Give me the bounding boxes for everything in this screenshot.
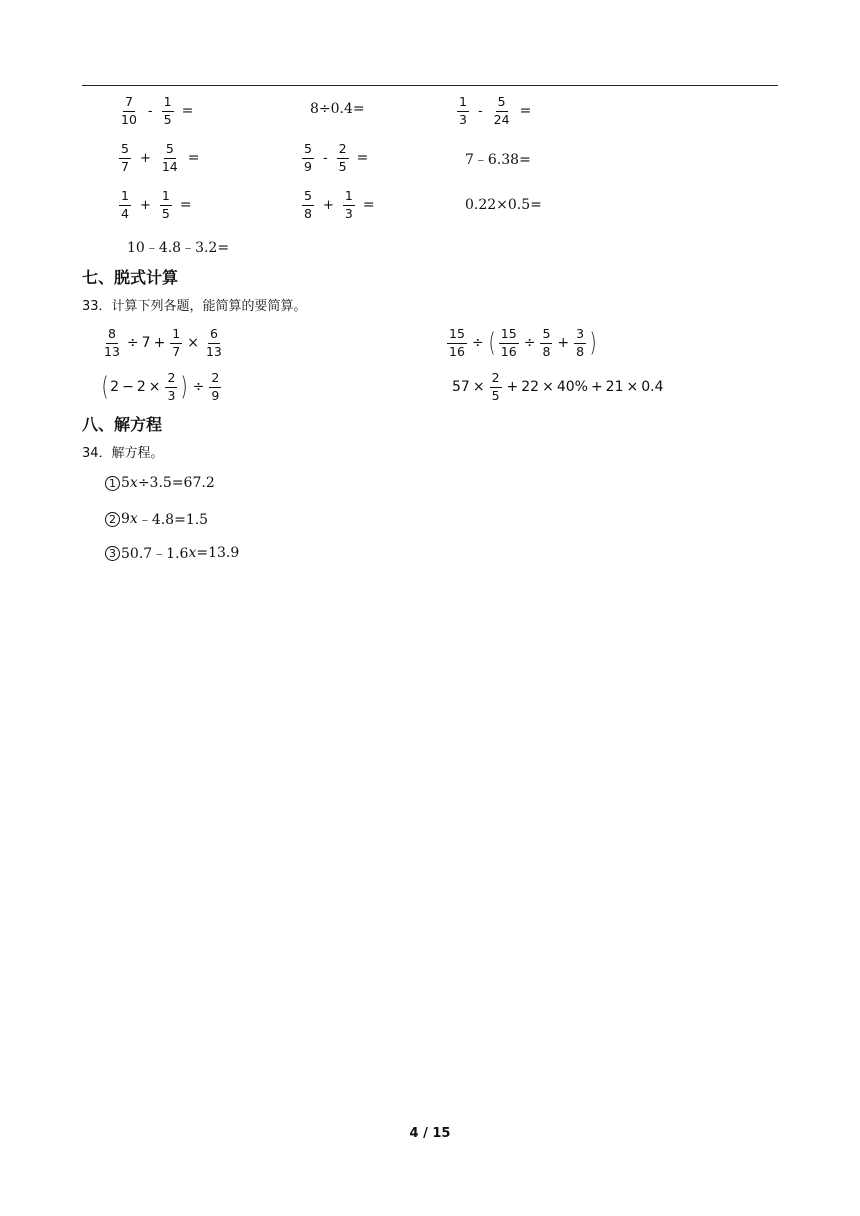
fraction: $\frac{7}{10}$: [121, 94, 137, 127]
equation-2: 2 9 x ﹣4.8=1.5: [105, 509, 208, 529]
fraction: $\frac{1}{5}$: [161, 188, 170, 221]
fraction: $\frac{5}{24}$: [493, 94, 510, 127]
page-number: 4 / 15: [409, 1126, 451, 1141]
fraction: $\frac{1}{4}$: [121, 188, 129, 221]
fraction: $\frac{6}{13}$: [205, 326, 222, 359]
fraction: $\frac{1}{3}$: [344, 188, 353, 221]
oral-r2c2: $\frac{5}{9}$ - $\frac{2}{5}$ =: [304, 141, 369, 174]
fraction: $\frac{3}{8}$: [576, 326, 585, 359]
oral-r1c2: 8÷0.4=: [310, 101, 365, 117]
calc-expr-2: $\frac{15}{16}$ ÷ ( $\frac{15}{16}$ ÷ $\frac{5}{8}$ + $\frac{3}{8}$ ): [449, 326, 597, 359]
oral-r4c1: 10﹣4.8﹣3.2=: [127, 240, 230, 256]
equation-1: 1 5 x ÷3.5=67.2: [105, 475, 215, 491]
fraction: $\frac{2}{9}$: [211, 370, 220, 403]
oral-r1c1: $\frac{7}{10}$ - $\frac{1}{5}$ =: [121, 94, 194, 127]
oral-r2c3: 7﹣6.38=: [465, 152, 531, 168]
calc-expr-4: 57 × $\frac{2}{5}$ + 22 × 40% + 21 × 0.4: [452, 370, 664, 403]
fraction: $\frac{5}{8}$: [304, 188, 312, 221]
section-heading: 八、解方程: [82, 415, 163, 434]
fraction: $\frac{5}{7}$: [121, 141, 129, 174]
question-text: 33．计算下列各题，能简算的要简算。: [82, 299, 307, 314]
fraction: $\frac{15}{16}$: [449, 326, 465, 359]
oral-r1c3: $\frac{1}{3}$ - $\frac{5}{24}$ =: [459, 94, 532, 127]
oral-r3c2: $\frac{5}{8}$ + $\frac{1}{3}$ =: [304, 188, 375, 221]
section-heading: 七、脱式计算: [82, 268, 179, 287]
fraction: $\frac{2}{5}$: [338, 141, 347, 174]
fraction: $\frac{2}{5}$: [491, 370, 500, 403]
calc-expr-1: $\frac{8}{13}$ ÷ 7 + $\frac{1}{7}$ × $\frac{6}{13}$: [104, 326, 222, 359]
equation-3: 3 50.7﹣1.6 x =13.9: [105, 543, 239, 563]
circled-number: 1: [105, 476, 120, 491]
fraction: $\frac{1}{3}$: [459, 94, 467, 127]
oral-r2c1: $\frac{5}{7}$ + $\frac{5}{14}$ =: [121, 141, 200, 174]
oral-r3c3: 0.22×0.5=: [465, 197, 542, 213]
fraction: $\frac{2}{3}$: [167, 370, 176, 403]
circled-number: 2: [105, 512, 120, 527]
fraction: $\frac{5}{9}$: [304, 141, 312, 174]
question-text: 34．解方程。: [82, 446, 164, 461]
fraction: $\frac{15}{16}$: [500, 326, 517, 359]
header-rule: [82, 85, 778, 86]
fraction: $\frac{5}{14}$: [161, 141, 178, 174]
fraction: $\frac{1}{7}$: [172, 326, 181, 359]
fraction: $\frac{8}{13}$: [104, 326, 120, 359]
circled-number: 3: [105, 546, 120, 561]
fraction: $\frac{1}{5}$: [163, 94, 172, 127]
fraction: $\frac{5}{8}$: [542, 326, 551, 359]
calc-expr-3: ( 2 − 2 × $\frac{2}{3}$ ) ÷ $\frac{2}{9}$: [101, 370, 220, 403]
oral-r3c1: $\frac{1}{4}$ + $\frac{1}{5}$ =: [121, 188, 192, 221]
